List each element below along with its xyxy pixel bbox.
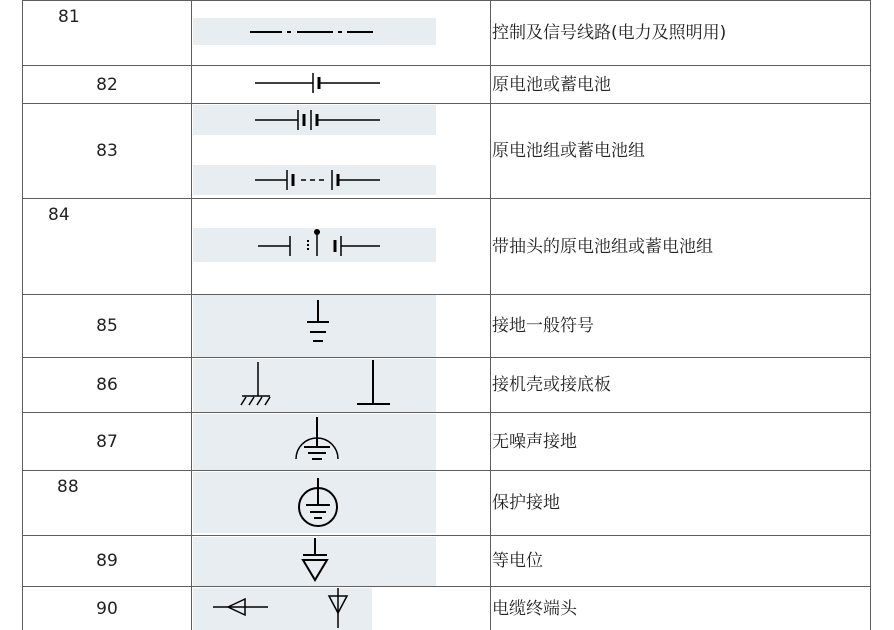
description-cell [491,295,871,357]
description-cell [491,66,871,103]
description-cell [491,104,871,198]
row-description: 控制及信号线路(电力及照明用) [492,23,727,43]
symbol-background [193,588,372,630]
tap-point [314,229,320,235]
symbol-table [22,0,871,630]
table-row [23,358,871,413]
description-cell [491,587,871,630]
row-number: 84 [48,205,70,225]
row-number-cell [23,104,192,198]
description-cell [491,1,871,65]
symbol-cell [192,199,491,294]
symbol-cell [192,587,491,630]
description-cell [491,471,871,535]
table-row [23,295,871,358]
row-number: 88 [57,477,79,497]
row-number: 82 [96,74,118,95]
protective-earth-icon [192,471,490,535]
noiseless-earth-icon [192,413,490,470]
row-number-cell [23,471,192,535]
description-cell [491,413,871,470]
symbol-cell [192,66,491,103]
dash-dot-line-icon [192,1,490,65]
row-number-cell [23,536,192,586]
tapped-battery-group-icon [192,199,490,294]
symbol-background [193,105,436,135]
row-number: 83 [96,141,118,161]
table-row [23,199,871,295]
row-number-cell [23,413,192,470]
description-cell [491,358,871,412]
row-number-cell [23,587,192,630]
chassis-ground-icon [192,358,490,412]
cable-termination-icon [192,587,490,630]
row-number-cell [23,1,192,65]
row-description: 等电位 [492,551,543,571]
table-row [23,471,871,536]
row-number: 89 [96,551,118,571]
row-description: 带抽头的原电池组或蓄电池组 [492,236,713,257]
row-number: 87 [96,431,118,452]
row-number: 81 [58,7,80,27]
row-description: 无噪声接地 [492,431,577,452]
symbol-cell [192,1,491,65]
table-row [23,536,871,587]
symbol-cell [192,471,491,535]
symbol-cell [192,413,491,470]
symbol-background [193,472,436,533]
row-number-cell [23,295,192,357]
symbol-background [193,359,436,412]
table-row [23,1,871,66]
row-description: 原电池组或蓄电池组 [492,141,645,161]
symbol-cell [192,295,491,357]
description-cell [491,199,871,294]
row-description: 接地一般符号 [492,316,594,336]
symbol-cell [192,104,491,198]
symbol-background [193,295,436,357]
equipotential-icon [192,536,490,586]
row-number-cell [23,199,192,294]
description-cell [491,536,871,586]
battery-group-icon [192,104,490,198]
table-row [23,413,871,471]
symbol-cell [192,358,491,412]
row-number: 86 [96,375,118,395]
earth-icon [192,295,490,357]
symbol-background [193,414,436,470]
row-description: 原电池或蓄电池 [492,74,611,95]
row-number: 85 [96,316,118,336]
battery-icon [192,66,490,103]
row-description: 接机壳或接底板 [492,375,611,395]
table-row [23,104,871,199]
row-number: 90 [96,598,118,619]
table-row [23,66,871,104]
table-row [23,587,871,630]
row-description: 电缆终端头 [492,598,577,619]
row-number-cell [23,66,192,103]
row-number-cell [23,358,192,412]
row-description: 保护接地 [492,493,560,513]
symbol-cell [192,536,491,586]
